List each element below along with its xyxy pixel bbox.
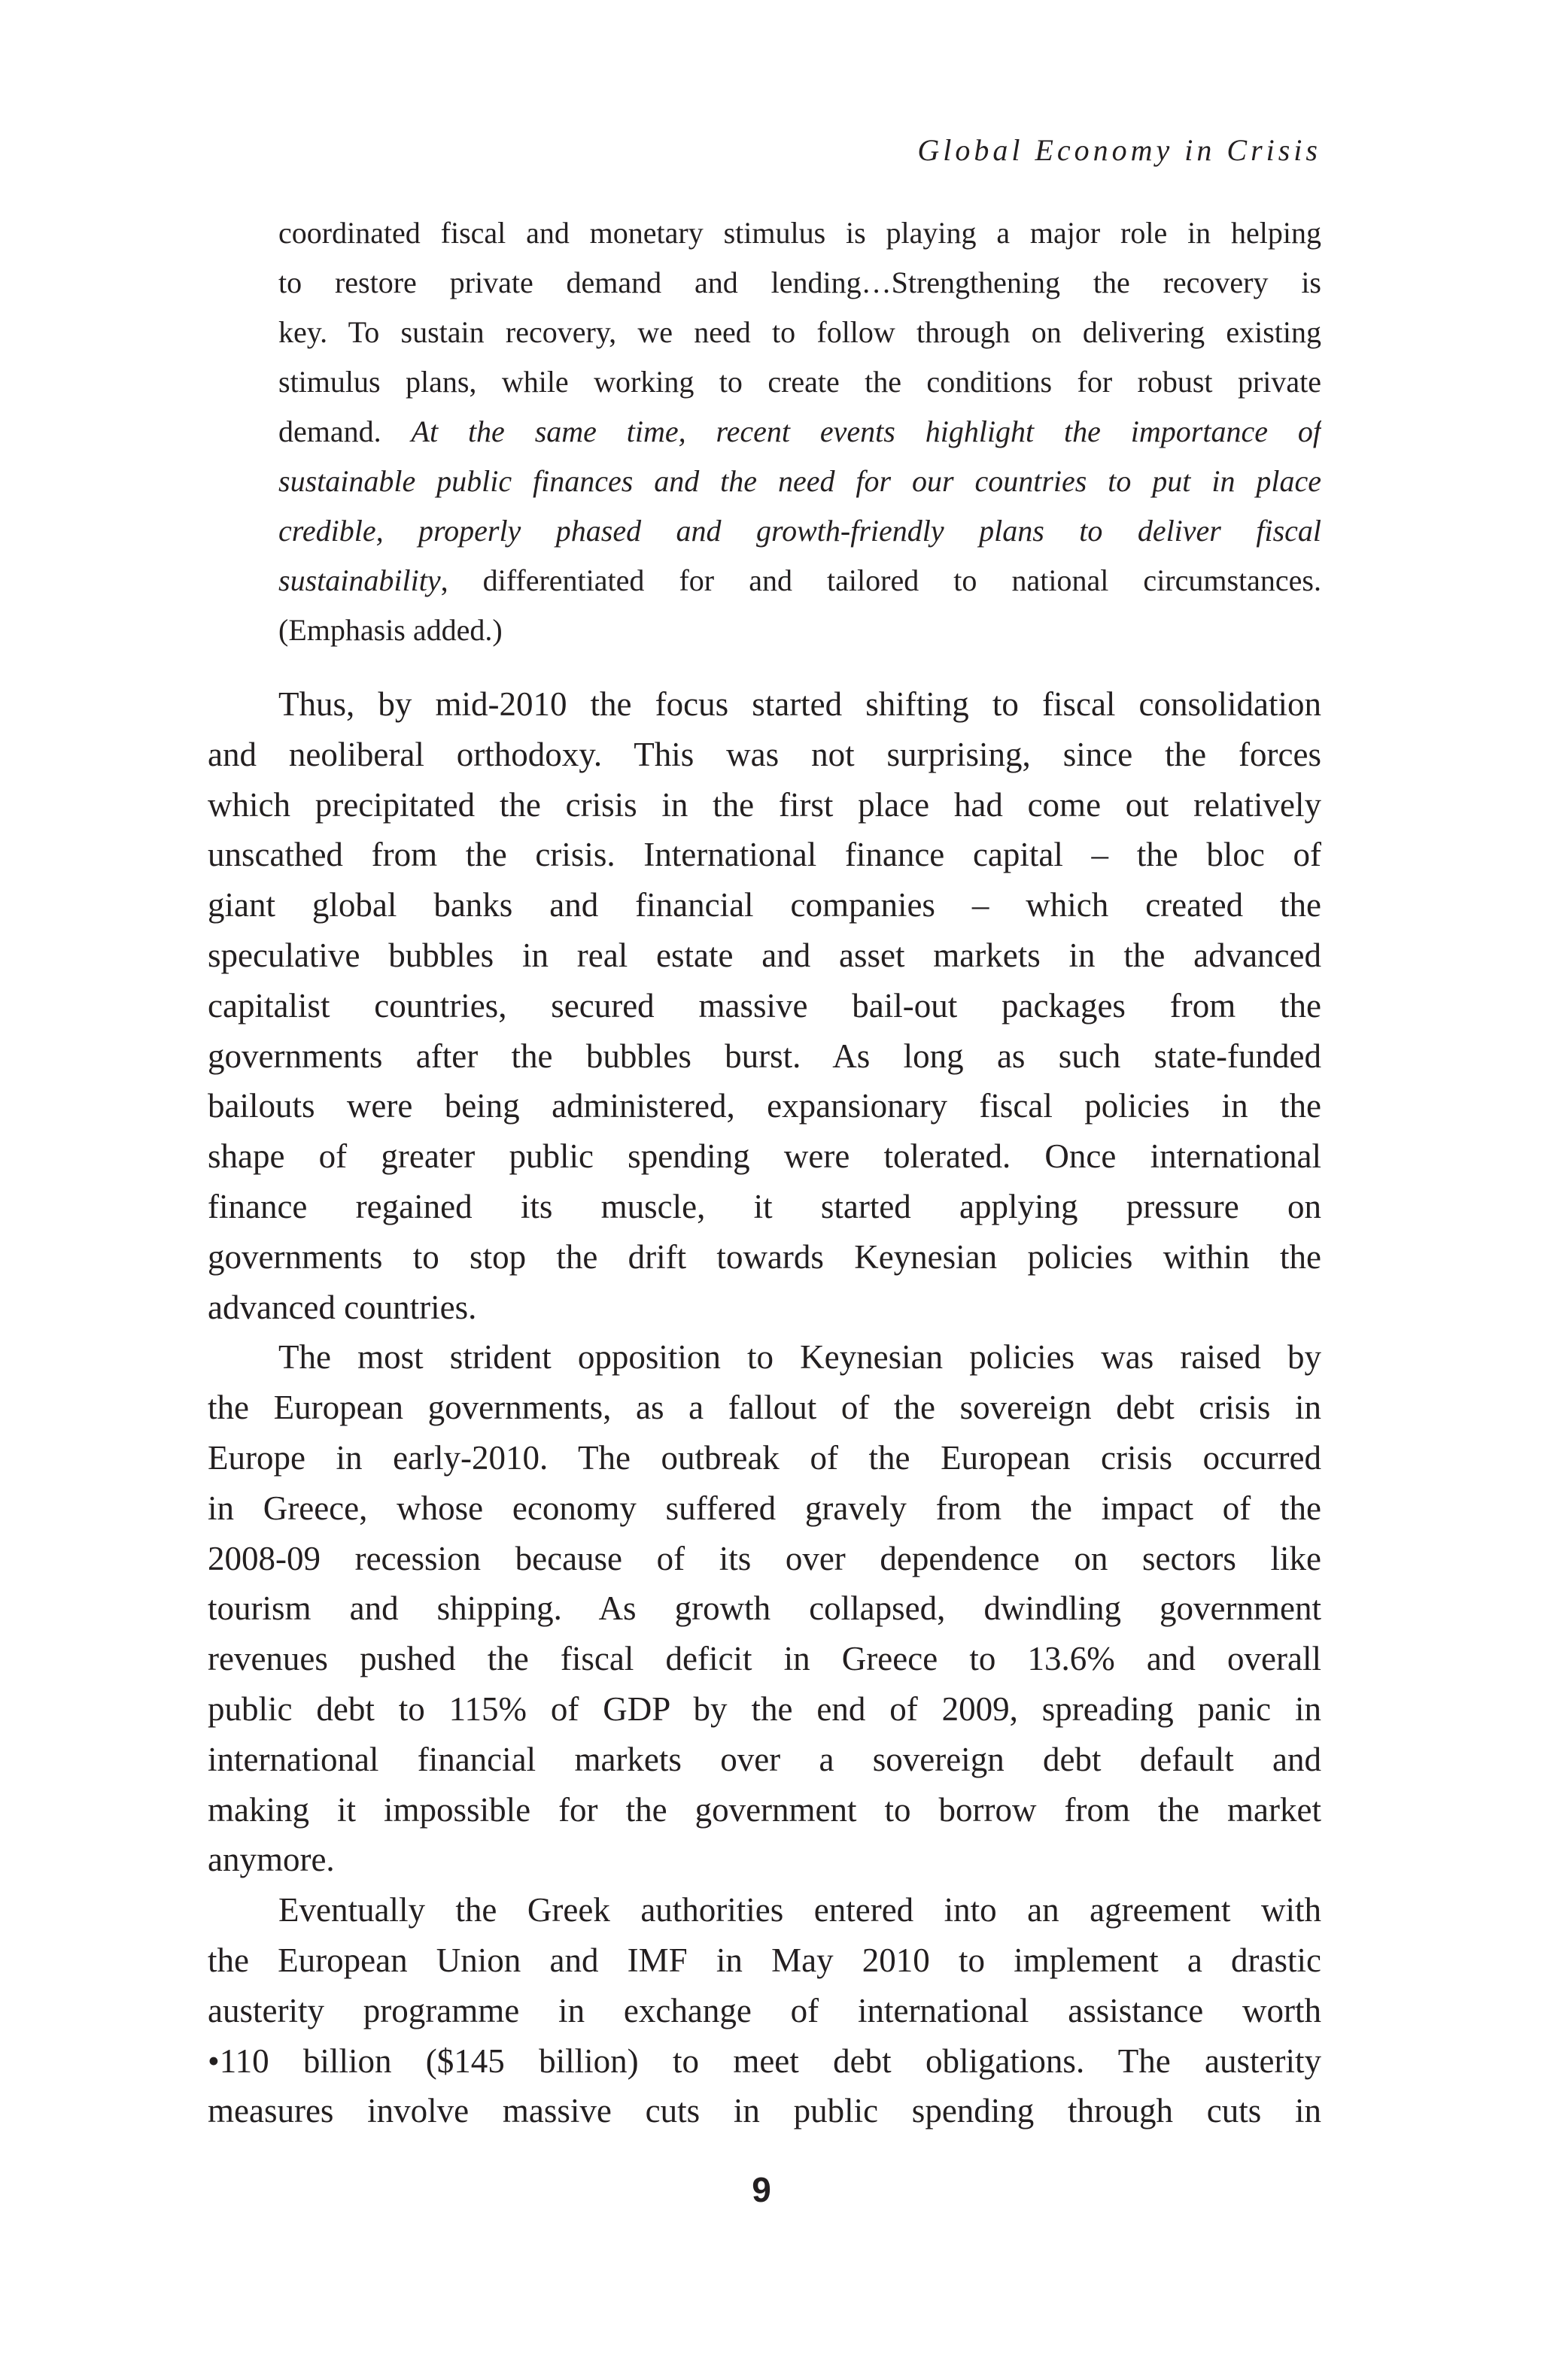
- paragraph-line: •110 billion ($145 billion) to meet debt obligations. The austerity: [208, 2042, 1321, 2080]
- quote-line: [278, 457, 1321, 506]
- paragraph-line: in Greece, whose economy suffered gravely from the impact of the: [208, 1489, 1321, 1527]
- paragraph-line: Thus, by mid-2010 the focus started shifting to fiscal consolidation: [278, 685, 1321, 723]
- paragraph: [208, 679, 1321, 1332]
- paragraph-line: austerity programme in exchange of international assistance worth: [208, 1991, 1321, 2029]
- paragraph-line: Eventually the Greek authorities entered into an agreement with: [278, 1891, 1321, 1929]
- quote-line: [278, 407, 1321, 457]
- paragraph-line: giant global banks and financial companies – which created the: [208, 886, 1321, 924]
- quote-line: [278, 208, 1321, 258]
- paragraph-line: the European governments, as a fallout of the sovereign debt crisis in: [208, 1389, 1321, 1427]
- emphasized-text: credible, properly phased and growth-friendly plans to deliver fiscal: [278, 514, 1321, 548]
- paragraph: [208, 1332, 1321, 1885]
- quote-text: demand.: [278, 414, 412, 448]
- paragraph-line: advanced countries.: [208, 1288, 477, 1326]
- quote-text: to restore private demand and lending…Strengthening the recovery is: [278, 266, 1321, 299]
- body-text: [208, 679, 1321, 2136]
- emphasized-text: sustainable public finances and the need for our countries to put in place: [278, 464, 1321, 498]
- quote-text: (Emphasis added.): [278, 613, 503, 647]
- quote-line: [278, 357, 1321, 407]
- emphasized-text: At the same time, recent events highlight the importance of: [411, 414, 1321, 448]
- paragraph-line: shape of greater public spending were tolerated. Once international: [208, 1137, 1321, 1176]
- paragraph-line: anymore.: [208, 1841, 335, 1879]
- paragraph-line: revenues pushed the fiscal deficit in Greece to 13.6% and overall: [208, 1640, 1321, 1678]
- quote-line: [278, 506, 1321, 556]
- quote-text: stimulus plans, while working to create the conditions for robust private: [278, 365, 1321, 399]
- paragraph-line: governments after the bubbles burst. As long as such state-funded: [208, 1037, 1321, 1075]
- paragraph-line: the European Union and IMF in May 2010 to implement a drastic: [208, 1941, 1321, 1979]
- quote-line: [278, 556, 1321, 606]
- paragraph-line: governments to stop the drift towards Keynesian policies within the: [208, 1237, 1321, 1276]
- paragraph-line: bailouts were being administered, expansionary fiscal policies in the: [208, 1087, 1321, 1125]
- quote-line: [278, 606, 1321, 655]
- paragraph-line: making it impossible for the government to borrow from the market: [208, 1790, 1321, 1829]
- paragraph-line: finance regained its muscle, it started applying pressure on: [208, 1187, 1321, 1225]
- paragraph-line: measures involve massive cuts in public spending through cuts in: [208, 2092, 1321, 2130]
- quote-text: key. To sustain recovery, we need to follow through on delivering existing: [278, 315, 1321, 349]
- paragraph-line: which precipitated the crisis in the first place had come out relatively: [208, 785, 1321, 824]
- paragraph-line: unscathed from the crisis. International finance capital – the bloc of: [208, 836, 1321, 874]
- paragraph-line: and neoliberal orthodoxy. This was not surprising, since the forces: [208, 735, 1321, 773]
- quote-text: , differentiated for and tailored to national circumstances.: [440, 563, 1321, 597]
- quote-text: coordinated fiscal and monetary stimulus is playing a major role in helping: [278, 216, 1321, 250]
- paragraph-line: speculative bubbles in real estate and asset markets in the advanced: [208, 936, 1321, 974]
- paragraph-line: public debt to 115% of GDP by the end of 2009, spreading panic in: [208, 1689, 1321, 1728]
- paragraph-line: international financial markets over a sovereign debt default and: [208, 1740, 1321, 1778]
- block-quote: [278, 208, 1321, 655]
- paragraph-line: capitalist countries, secured massive bail-out packages from the: [208, 986, 1321, 1025]
- quote-line: [278, 258, 1321, 308]
- quote-line: [278, 308, 1321, 357]
- running-head: Global Economy in Crisis: [917, 133, 1321, 167]
- page-number: 9: [752, 2170, 771, 2209]
- emphasized-text: sustainability: [278, 563, 441, 597]
- paragraph-line: Europe in early-2010. The outbreak of the European crisis occurred: [208, 1438, 1321, 1477]
- paragraph-line: The most strident opposition to Keynesian policies was raised by: [278, 1338, 1321, 1377]
- paragraph-line: 2008-09 recession because of its over dependence on sectors like: [208, 1539, 1321, 1577]
- paragraph-line: tourism and shipping. As growth collapsed, dwindling government: [208, 1589, 1321, 1628]
- paragraph: [208, 1885, 1321, 2136]
